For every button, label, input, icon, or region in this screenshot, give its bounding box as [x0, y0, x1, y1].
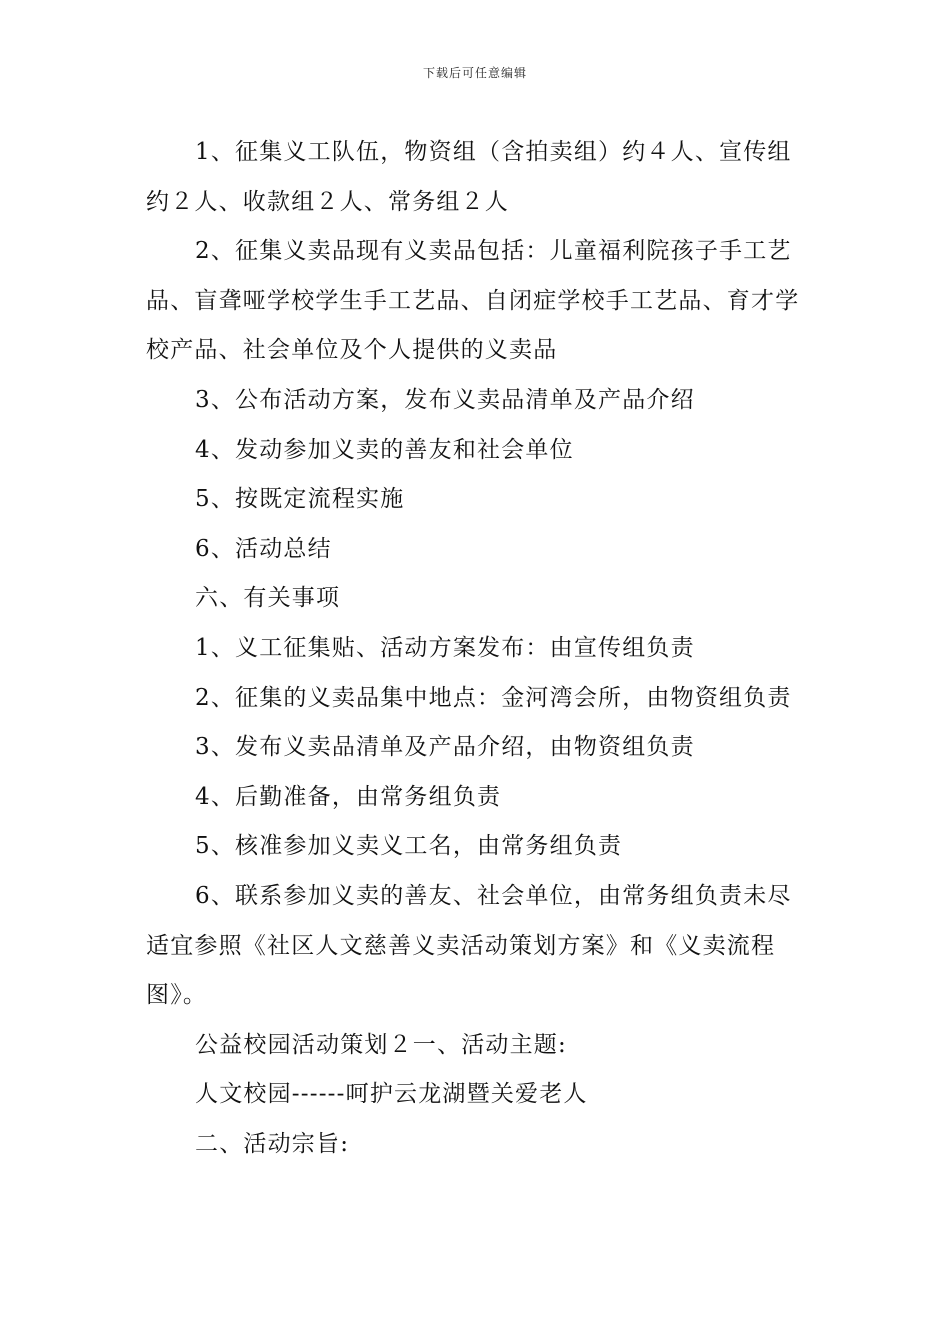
paragraph: 6、活动总结 — [195, 535, 332, 562]
section-heading: 二、活动宗旨: — [195, 1130, 350, 1157]
page-header: 下载后可任意编辑 — [422, 66, 527, 80]
document-body — [146, 128, 810, 1169]
paragraph: 5、按既定流程实施 — [195, 486, 405, 513]
section-heading: 六、有关事项 — [195, 585, 341, 612]
paragraph: 人文校园------呵护云龙湖暨关爱老人 — [195, 1081, 588, 1108]
paragraph: 2、征集义卖品现有义卖品包括：儿童福利院孩子手工艺品、盲聋哑学校学生手工艺品、自闭症学校手工艺品、育才学校产品、社会单位及个人提供的义卖品 — [146, 238, 800, 364]
paragraph: 3、公布活动方案，发布义卖品清单及产品介绍 — [195, 386, 695, 413]
paragraph: 4、后勤准备，由常务组负责 — [195, 783, 502, 810]
paragraph: 1、义工征集贴、活动方案发布：由宣传组负责 — [195, 634, 695, 661]
paragraph: 1、征集义工队伍，物资组（含拍卖组）约４人、宣传组约２人、收款组２人、常务组２人 — [146, 139, 792, 215]
paragraph: 6、联系参加义卖的善友、社会单位，由常务组负责未尽适宜参照《社区人文慈善义卖活动策划方案》和《义卖流程图》。 — [146, 882, 792, 1009]
paragraph: 2、征集的义卖品集中地点：金河湾会所，由物资组负责 — [195, 684, 792, 711]
paragraph: 3、发布义卖品清单及产品介绍，由物资组负责 — [195, 734, 695, 761]
paragraph: 5、核准参加义卖义工名，由常务组负责 — [195, 833, 623, 860]
paragraph: 公益校园活动策划２一、活动主题: — [195, 1031, 567, 1058]
paragraph: 4、发动参加义卖的善友和社会单位 — [195, 436, 574, 463]
